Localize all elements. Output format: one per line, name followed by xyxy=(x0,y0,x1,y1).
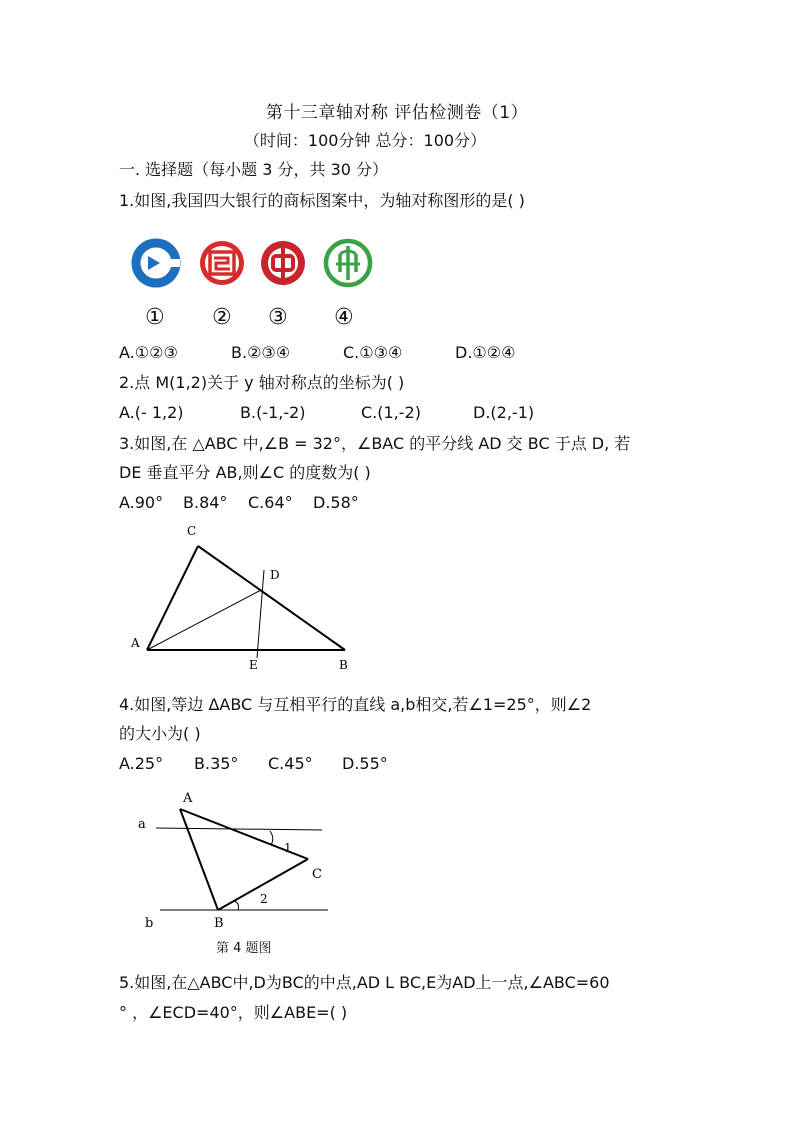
q1-option-d[interactable]: D.①②④ xyxy=(455,343,516,362)
q4-stem-line2: 的大小为( ) xyxy=(119,724,201,743)
label-d: D xyxy=(270,568,280,582)
label-angle-1: 1 xyxy=(284,841,292,855)
q4-triangle-figure xyxy=(130,785,340,933)
q1-options xyxy=(119,343,515,363)
icbc-logo-icon xyxy=(200,241,244,285)
q4-figure-caption: 第 4 题图 xyxy=(216,941,272,956)
q4-stem-line1: 4.如图,等边 ΔABC 与互相平行的直线 a,b相交,若∠1=25°，则∠2 xyxy=(119,695,592,714)
q2-options xyxy=(119,403,534,423)
logo-label-1: ① xyxy=(145,305,165,330)
angle-1-arc xyxy=(270,831,273,845)
q4-option-a[interactable]: A.25° xyxy=(119,754,164,773)
label-a-vertex: A xyxy=(183,791,193,806)
q1-option-c[interactable]: C.①③④ xyxy=(343,343,403,362)
q5-stem-line1: 5.如图,在△ABC中,D为BC的中点,AD L BC,E为AD上一点,∠ABC=60 xyxy=(119,973,610,992)
q2-option-a[interactable]: A.(- 1,2) xyxy=(119,403,184,422)
exam-subtitle: （时间：100分钟 总分：100分） xyxy=(243,131,487,150)
side-cb xyxy=(198,546,345,650)
ccb-logo-icon xyxy=(136,243,180,283)
abc-logo-icon xyxy=(326,241,370,285)
q3-option-c[interactable]: C.64° xyxy=(248,493,293,512)
q2-option-d[interactable]: D.(2,-1) xyxy=(473,403,535,422)
q1-stem: 1.如图,我国四大银行的商标图案中，为轴对称图形的是( ) xyxy=(119,191,525,210)
label-a: A xyxy=(131,636,140,650)
label-line-b: b xyxy=(145,916,154,931)
q3-option-b[interactable]: B.84° xyxy=(183,493,228,512)
q3-options xyxy=(119,493,359,513)
logo-label-3: ③ xyxy=(268,305,288,330)
q4-options xyxy=(119,754,388,774)
bisector-ad xyxy=(147,590,261,650)
q4-option-b[interactable]: B.35° xyxy=(194,754,239,773)
label-c-vertex: C xyxy=(312,867,322,882)
q5-stem-line2: ° ，∠ECD=40°，则∠ABE=( ) xyxy=(119,1003,348,1022)
q1-option-a[interactable]: A.①②③ xyxy=(119,343,178,362)
q4-option-d[interactable]: D.55° xyxy=(342,754,388,773)
angle-2-arc xyxy=(234,901,239,910)
side-ab xyxy=(180,809,218,910)
q2-stem: 2.点 M(1,2)关于 y 轴对称点的坐标为( ) xyxy=(119,373,405,392)
q3-option-a[interactable]: A.90° xyxy=(119,493,164,512)
label-line-a: a xyxy=(138,817,146,832)
logo-label-4: ④ xyxy=(334,305,354,330)
exam-title: 第十三章轴对称 评估检测卷（1） xyxy=(265,103,529,123)
q4-option-c[interactable]: C.45° xyxy=(268,754,313,773)
line-a xyxy=(156,828,322,830)
q2-option-c[interactable]: C.(1,-2) xyxy=(361,403,421,422)
section-heading: 一. 选择题（每小题 3 分，共 30 分） xyxy=(119,160,389,179)
label-e: E xyxy=(249,658,258,672)
perpendicular-de xyxy=(257,570,264,658)
boc-logo-icon xyxy=(261,241,305,285)
bank-logos xyxy=(130,232,380,294)
q3-stem-line1: 3.如图,在 △ABC 中,∠B = 32°，∠BAC 的平分线 AD 交 BC 于点 D, 若 xyxy=(119,434,631,453)
q2-option-b[interactable]: B.(-1,-2) xyxy=(240,403,306,422)
label-b-vertex: B xyxy=(214,916,224,931)
q3-triangle-figure xyxy=(125,518,365,678)
side-ac xyxy=(147,546,198,650)
label-angle-2: 2 xyxy=(260,892,268,906)
logo-label-2: ② xyxy=(212,305,232,330)
q3-option-d[interactable]: D.58° xyxy=(313,493,359,512)
q1-option-b[interactable]: B.②③④ xyxy=(231,343,291,362)
label-c: C xyxy=(187,524,197,538)
q3-stem-line2: DE 垂直平分 AB,则∠C 的度数为( ) xyxy=(119,463,371,482)
label-b: B xyxy=(339,658,348,672)
